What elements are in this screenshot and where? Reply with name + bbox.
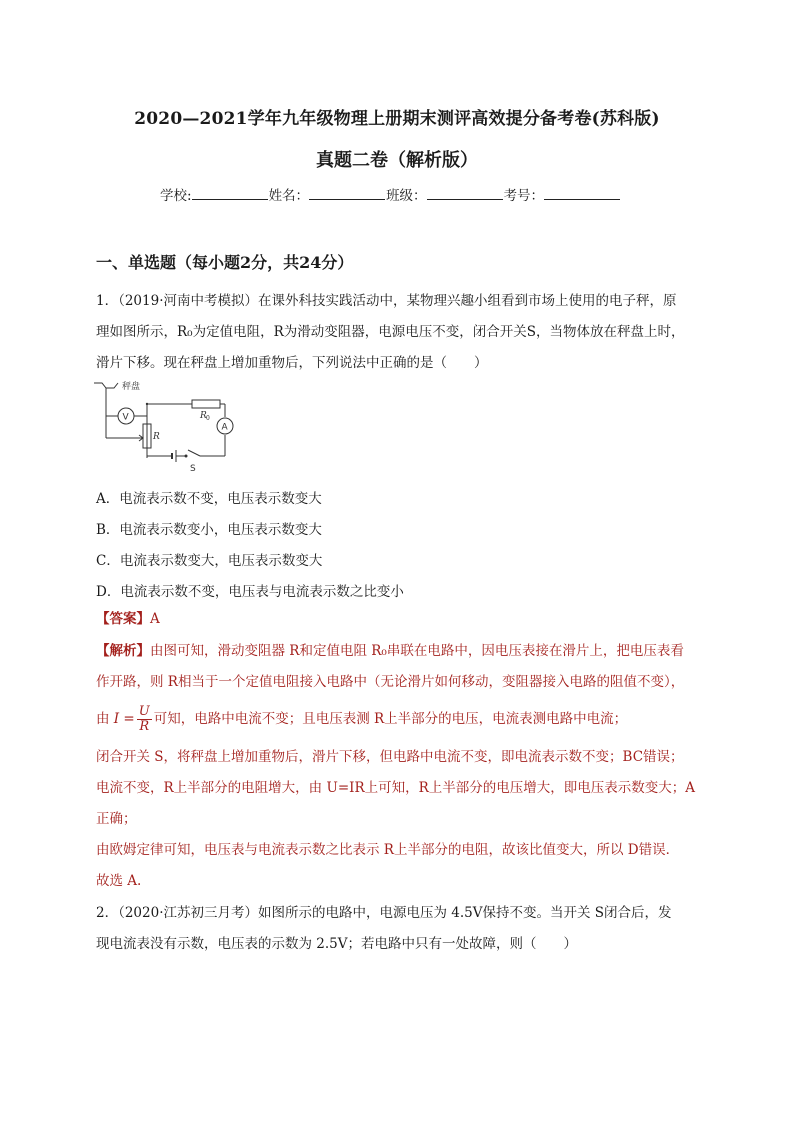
name-label: 姓名：: [268, 188, 310, 204]
option-a[interactable]: A．电流表示数不变，电压表示数变大: [96, 491, 322, 507]
formula-denominator: R: [139, 719, 150, 734]
school-label: 学校:: [160, 188, 192, 204]
page-subtitle: 真题二卷（解析版）: [316, 150, 478, 171]
analysis-text-3-pre: 由: [96, 711, 110, 727]
class-field[interactable]: [427, 185, 503, 200]
question-1-line-2: 理如图所示，R₀为定值电阻，R为滑动变阻器，电源电压不变，闭合开关S，当物体放在秤盘上时，: [96, 324, 685, 340]
question-1-line-3: 滑片下移。现在秤盘上增加重物后，下列说法中正确的是（ ）: [96, 355, 488, 371]
circuit-diagram: [92, 378, 242, 478]
number-field[interactable]: [544, 185, 620, 200]
r0-subscript: 0: [206, 415, 210, 422]
option-c[interactable]: C．电流表示数变大，电压表示数变大: [96, 553, 323, 569]
scale-pan-shape: [94, 383, 118, 388]
page-title: 2020—2021学年九年级物理上册期末测评高效提分备考卷(苏科版): [134, 109, 660, 129]
analysis-line-1: [96, 636, 708, 667]
analysis-line-3: [96, 704, 708, 735]
student-info-line: [160, 184, 621, 204]
voltmeter-label: V: [122, 412, 129, 423]
option-b[interactable]: B．电流表示数变小，电压表示数变大: [96, 522, 322, 538]
answer-tag: 【答案】: [96, 611, 150, 627]
analysis-tag: 【解析】: [96, 643, 150, 659]
formula-fraction: [137, 705, 152, 734]
school-field[interactable]: [192, 185, 268, 200]
analysis-line-4: 闭合开关 S，将秤盘上增加重物后，滑片下移，但电路中电流不变，即电流表示数不变；BC错误；: [96, 749, 684, 765]
formula-numerator: U: [138, 704, 150, 719]
class-label: 班级：: [386, 188, 427, 204]
analysis-text-1: 由图可知，滑动变阻器 R和定值电阻 R₀串联在电路中，因电压表接在滑片上，把电压表看: [150, 643, 684, 659]
resistor-r0: [192, 400, 220, 408]
r0-label: R: [200, 411, 207, 421]
formula-lhs: I =: [113, 711, 135, 727]
section-heading: 一、单选题（每小题2分，共24分）: [96, 253, 354, 272]
ammeter-label: A: [221, 422, 228, 433]
analysis-line-5: 电流不变，R上半部分的电阻增大，由 U=IR上可知，R上半部分的电压增大，即电压表示数变大；A: [96, 780, 696, 796]
analysis-line-2: 作开路，则 R相当于一个定值电阻接入电路中（无论滑片如何移动，变阻器接入电路的阻值不变），: [96, 674, 685, 690]
question-2-line-1: 2．（2020·江苏初三月考）如图所示的电路中，电源电压为 4.5V保持不变。当开关 S闭合后，发: [96, 905, 672, 921]
switch-label: S: [190, 464, 196, 474]
analysis-line-7: 由欧姆定律可知，电压表与电流表示数之比表示 R上半部分的电阻，故该比值变大，所以 D错误．: [96, 842, 680, 858]
r-label: R: [153, 432, 160, 442]
switch-contact: [185, 455, 188, 458]
question-1-line-1: 1．（2019·河南中考模拟）在课外科技实践活动中，某物理兴趣小组看到市场上使用的电子秤，原: [96, 293, 677, 309]
question-2-line-2: 现电流表没有示数，电压表的示数为 2.5V；若电路中只有一处故障，则（ ）: [96, 936, 578, 952]
pan-label: 秤盘: [122, 382, 141, 392]
analysis-line-8: 故选 A.: [96, 873, 142, 889]
name-field[interactable]: [309, 185, 385, 200]
option-d[interactable]: D．电流表示数不变，电压表与电流表示数之比变小: [96, 584, 404, 600]
analysis-line-6: 正确；: [96, 811, 137, 827]
answer-line: [96, 604, 708, 635]
answer-value: A: [150, 611, 160, 627]
number-label: 考号：: [503, 188, 545, 204]
analysis-text-3-post: 可知，电路中电流不变；且电压表测 R上半部分的电压，电流表测电路中电流；: [153, 711, 628, 727]
